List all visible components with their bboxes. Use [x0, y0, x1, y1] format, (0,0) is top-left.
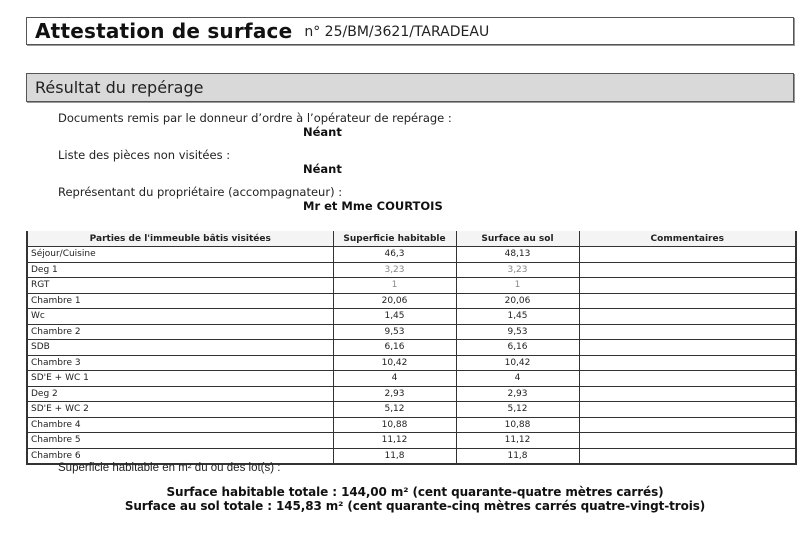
column-header-habitable: Superficie habitable	[333, 231, 456, 247]
habitable-total: Surface habitable totale : 144,00 m² (cent quarante-quatre mètres carrés)	[166, 485, 664, 499]
owner-representative-value: Mr et Mme COURTOIS	[303, 199, 443, 213]
habitable-area: 2,93	[333, 386, 456, 402]
room-name: SD'E + WC 1	[27, 371, 333, 387]
owner-representative-label: Représentant du propriétaire (accompagnateur) :	[58, 185, 343, 199]
comment	[579, 433, 796, 449]
habitable-area: 1,45	[333, 309, 456, 325]
rooms-surface-table	[26, 231, 797, 465]
habitable-area: 3,23	[333, 262, 456, 278]
floor-area: 11,12	[456, 433, 579, 449]
habitable-area: 4	[333, 371, 456, 387]
table-row	[27, 355, 796, 371]
documents-label: Documents remis par le donneur d’ordre à l’opérateur de repérage :	[58, 111, 452, 125]
floor-area: 1,45	[456, 309, 579, 325]
floor-area: 4	[456, 371, 579, 387]
unvisited-rooms-label: Liste des pièces non visitées :	[58, 148, 231, 162]
document-title-box	[26, 17, 794, 45]
habitable-area: 5,12	[333, 402, 456, 418]
table-header-row	[27, 231, 796, 247]
table-row	[27, 262, 796, 278]
table-row	[27, 402, 796, 418]
unvisited-rooms-value: Néant	[303, 162, 342, 176]
table-row	[27, 371, 796, 387]
comment	[579, 293, 796, 309]
column-header-room: Parties de l'immeuble bâtis visitées	[27, 231, 333, 247]
comment	[579, 324, 796, 340]
floor-area: 10,88	[456, 417, 579, 433]
floor-area: 2,93	[456, 386, 579, 402]
floor-area: 11,8	[456, 448, 579, 464]
comment	[579, 371, 796, 387]
room-name: Deg 2	[27, 386, 333, 402]
table-row	[27, 309, 796, 325]
documents-value: Néant	[303, 125, 342, 139]
floor-area: 6,16	[456, 340, 579, 356]
floor-area: 1	[456, 278, 579, 294]
habitable-area: 20,06	[333, 293, 456, 309]
comment	[579, 448, 796, 464]
habitable-area: 10,88	[333, 417, 456, 433]
habitable-area: 11,8	[333, 448, 456, 464]
room-name: Chambre 4	[27, 417, 333, 433]
document-reference: n° 25/BM/3621/TARADEAU	[304, 24, 490, 40]
column-header-comments: Commentaires	[579, 231, 796, 247]
comment	[579, 402, 796, 418]
room-name: Chambre 3	[27, 355, 333, 371]
room-name: SD'E + WC 2	[27, 402, 333, 418]
comment	[579, 340, 796, 356]
table-row	[27, 324, 796, 340]
comment	[579, 355, 796, 371]
comment	[579, 247, 796, 263]
floor-area: 3,23	[456, 262, 579, 278]
document-title: Attestation de surface	[35, 19, 293, 43]
habitable-area: 6,16	[333, 340, 456, 356]
habitable-area: 1	[333, 278, 456, 294]
section-title: Résultat du repérage	[35, 78, 204, 97]
habitable-area: 11,12	[333, 433, 456, 449]
table-row	[27, 340, 796, 356]
section-header	[26, 73, 794, 102]
room-name: Wc	[27, 309, 333, 325]
comment	[579, 386, 796, 402]
comment	[579, 309, 796, 325]
comment	[579, 417, 796, 433]
habitable-area: 10,42	[333, 355, 456, 371]
floor-area: 10,42	[456, 355, 579, 371]
room-name: RGT	[27, 278, 333, 294]
table-row	[27, 247, 796, 263]
table-row	[27, 433, 796, 449]
habitable-area: 9,53	[333, 324, 456, 340]
floor-area: 9,53	[456, 324, 579, 340]
room-name: Chambre 2	[27, 324, 333, 340]
floor-area: 5,12	[456, 402, 579, 418]
room-name: Chambre 5	[27, 433, 333, 449]
column-header-sol: Surface au sol	[456, 231, 579, 247]
comment	[579, 262, 796, 278]
room-name: SDB	[27, 340, 333, 356]
table-row	[27, 386, 796, 402]
room-name: Séjour/Cuisine	[27, 247, 333, 263]
comment	[579, 278, 796, 294]
room-name: Chambre 1	[27, 293, 333, 309]
floor-total: Surface au sol totale : 145,83 m² (cent quarante-cinq mètres carrés quatre-vingt-trois)	[124, 499, 706, 513]
room-name: Chambre 6	[27, 448, 333, 464]
table-row	[27, 417, 796, 433]
floor-area: 20,06	[456, 293, 579, 309]
summary-label: Superficie habitable en m² du ou des lot(s) :	[58, 462, 281, 474]
table-row	[27, 293, 796, 309]
floor-area: 48,13	[456, 247, 579, 263]
habitable-area: 46,3	[333, 247, 456, 263]
room-name: Deg 1	[27, 262, 333, 278]
table-row	[27, 278, 796, 294]
